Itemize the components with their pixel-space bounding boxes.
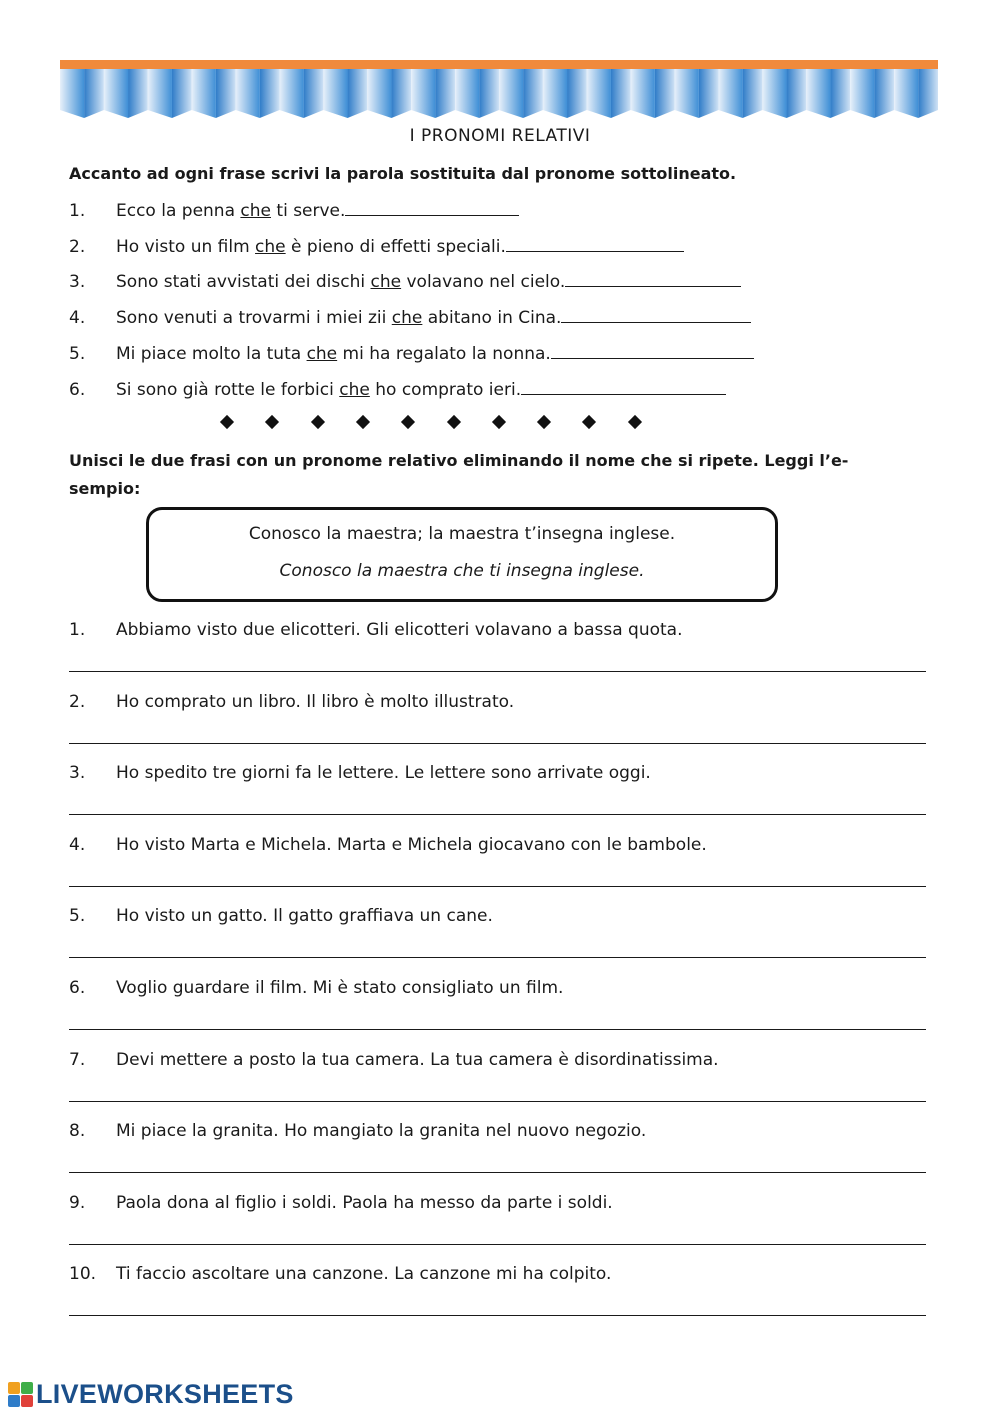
banner-tile [894, 69, 918, 118]
banner-tile [567, 69, 587, 118]
diamond-icon [492, 415, 506, 429]
answer-line[interactable] [69, 1029, 926, 1030]
banner-tile [611, 69, 631, 118]
banner-tile [60, 69, 84, 118]
exercise2-item [69, 1190, 613, 1216]
banner-tile [260, 69, 280, 118]
sentence-start: Sono stati avvistati dei dischi [116, 272, 371, 292]
answer-line[interactable] [69, 886, 926, 887]
sentence-start: Ecco la penna [116, 201, 241, 221]
item-number: 1. [69, 620, 86, 640]
banner-tile [280, 69, 304, 118]
item-number: 8. [69, 1121, 86, 1142]
banner-tile [435, 69, 455, 118]
sentence-end: ti serve. [271, 201, 346, 221]
diamond-icon [356, 415, 370, 429]
answer-blank[interactable] [506, 233, 684, 252]
page-title: I PRONOMI RELATIVI [409, 126, 591, 146]
item-number: 1. [69, 201, 86, 221]
sentence-end: ho comprato ieri. [369, 380, 522, 400]
exercise2-item [69, 689, 514, 715]
liveworksheets-logo-icon [8, 1381, 34, 1407]
item-sentences: Paola dona al figlio i soldi. Paola ha messo da parte i soldi. [116, 1192, 613, 1213]
item-sentences: Ho visto un gatto. Il gatto graffiava un cane. [116, 906, 493, 927]
example-line-1: Conosco la maestra; la maestra t’insegna inglese. [248, 524, 676, 544]
banner-tile [918, 69, 938, 118]
banner-tile [830, 69, 850, 118]
sentence-end: mi ha regalato la nonna. [337, 344, 551, 364]
diamond-icon [265, 415, 279, 429]
sentence-start: Ho visto un film [116, 237, 256, 257]
banner-tile [499, 69, 523, 118]
exercise2-item [69, 903, 493, 929]
exercise2-item [69, 1261, 611, 1287]
diamond-icon [628, 415, 642, 429]
sentence-start: Sono venuti a trovarmi i miei zii [116, 308, 392, 328]
sentence-end: è pieno di effetti speciali. [285, 237, 506, 257]
banner-tile [587, 69, 611, 118]
banner-tile [411, 69, 435, 118]
section2-instruction-line1: Unisci le due frasi con un pronome relativo eliminando il nome che si ripete. Leggi l’e- [69, 451, 849, 470]
exercise1-item [69, 376, 726, 402]
item-number: 4. [69, 834, 86, 855]
banner-tile [128, 69, 148, 118]
item-number: 3. [69, 272, 86, 292]
exercise2-item [69, 832, 707, 858]
banner-tile [348, 69, 368, 118]
banner-tile [323, 69, 347, 118]
exercise1-item [69, 268, 741, 294]
section1-instruction: Accanto ad ogni frase scrivi la parola sostituita dal pronome sottolineato. [69, 164, 737, 183]
diamond-icon [311, 415, 325, 429]
banner-tile [874, 69, 894, 118]
exercise2-item [69, 617, 682, 643]
sentence-start: Si sono già rotte le forbici [116, 380, 340, 400]
exercise2-item [69, 1118, 646, 1144]
example-line-2: Conosco la maestra che ti insegna inglese. [279, 561, 645, 581]
item-sentences: Voglio guardare il film. Mi è stato consigliato un film. [116, 978, 564, 998]
banner-tile [367, 69, 391, 118]
item-sentences: Ho visto Marta e Michela. Marta e Michela giocavano con le bambole. [116, 834, 707, 855]
banner-tile [631, 69, 655, 118]
banner-tile [543, 69, 567, 118]
banner-tile [479, 69, 499, 118]
item-sentences: Ho comprato un libro. Il libro è molto illustrato. [116, 691, 515, 712]
underlined-pronoun: che [306, 344, 338, 364]
item-sentences: Ti faccio ascoltare una canzone. La canzone mi ha colpito. [116, 1264, 612, 1285]
item-number: 6. [69, 978, 86, 998]
item-sentences: Devi mettere a posto la tua camera. La tua camera è disordinatissima. [116, 1049, 719, 1070]
item-number: 5. [69, 344, 86, 364]
answer-line[interactable] [69, 671, 926, 672]
underlined-pronoun: che [240, 201, 271, 221]
item-sentences: Ho spedito tre giorni fa le lettere. Le lettere sono arrivate oggi. [116, 763, 651, 784]
underlined-pronoun: che [391, 308, 423, 328]
answer-blank[interactable] [551, 340, 754, 359]
liveworksheets-logo [8, 1379, 294, 1409]
banner-tile [84, 69, 104, 118]
answer-blank[interactable] [345, 197, 519, 216]
exercise1-item [69, 304, 751, 330]
exercise1-item [69, 340, 754, 366]
underlined-pronoun: che [255, 237, 286, 257]
banner-tile [655, 69, 675, 118]
banner-tile [236, 69, 260, 118]
answer-line[interactable] [69, 1101, 926, 1102]
banner-tile [216, 69, 236, 118]
underlined-pronoun: che [370, 272, 402, 292]
section2-instruction [69, 447, 929, 503]
decorative-banner [60, 60, 938, 118]
sentence-start: Mi piace molto la tuta [116, 344, 307, 364]
answer-blank[interactable] [561, 304, 751, 323]
sentence-end: abitano in Cina. [422, 308, 562, 328]
item-number: 10. [69, 1264, 97, 1285]
banner-tile [699, 69, 719, 118]
item-sentences: Mi piace la granita. Ho mangiato la granita nel nuovo negozio. [116, 1121, 647, 1142]
section2-instruction-line2: sempio: [69, 479, 141, 498]
item-number: 4. [69, 308, 86, 328]
item-sentences: Abbiamo visto due elicotteri. Gli elicotteri volavano a bassa quota. [116, 620, 683, 640]
banner-tile [806, 69, 830, 118]
underlined-pronoun: che [339, 380, 370, 400]
item-number: 6. [69, 380, 86, 400]
answer-line[interactable] [69, 1244, 926, 1245]
example-box [146, 507, 778, 602]
logo-text: LIVEWORKSHEETS [36, 1378, 294, 1409]
banner-tile [719, 69, 743, 118]
banner-tile [455, 69, 479, 118]
answer-line[interactable] [69, 743, 926, 744]
item-number: 5. [69, 906, 86, 927]
exercise1-item [69, 233, 684, 259]
banner-tile [192, 69, 216, 118]
diamond-icon [537, 415, 551, 429]
exercise2-item [69, 975, 563, 1001]
answer-line[interactable] [69, 957, 926, 958]
banner-tile [148, 69, 172, 118]
banner-tile [762, 69, 786, 118]
item-number: 3. [69, 763, 86, 784]
item-number: 9. [69, 1192, 86, 1213]
banner-tile [675, 69, 699, 118]
banner-tile [850, 69, 874, 118]
exercise1-item [69, 197, 519, 223]
banner-tile [523, 69, 543, 118]
diamond-icon [401, 415, 415, 429]
exercise2-item [69, 1047, 719, 1073]
banner-tile [391, 69, 411, 118]
sentence-end: volavano nel cielo. [401, 272, 566, 292]
diamond-icon [582, 415, 596, 429]
banner-tile [743, 69, 763, 118]
banner-tile [787, 69, 807, 118]
item-number: 7. [69, 1049, 86, 1070]
diamond-icon [220, 415, 234, 429]
banner-tile [172, 69, 192, 118]
exercise2-item [69, 760, 651, 786]
diamond-icon [446, 415, 460, 429]
answer-blank[interactable] [521, 376, 726, 395]
banner-tile [104, 69, 128, 118]
item-number: 2. [69, 237, 86, 257]
answer-blank[interactable] [565, 268, 741, 287]
answer-line[interactable] [69, 814, 926, 815]
answer-line[interactable] [69, 1315, 926, 1316]
banner-tile [304, 69, 324, 118]
item-number: 2. [69, 691, 86, 712]
answer-line[interactable] [69, 1172, 926, 1173]
